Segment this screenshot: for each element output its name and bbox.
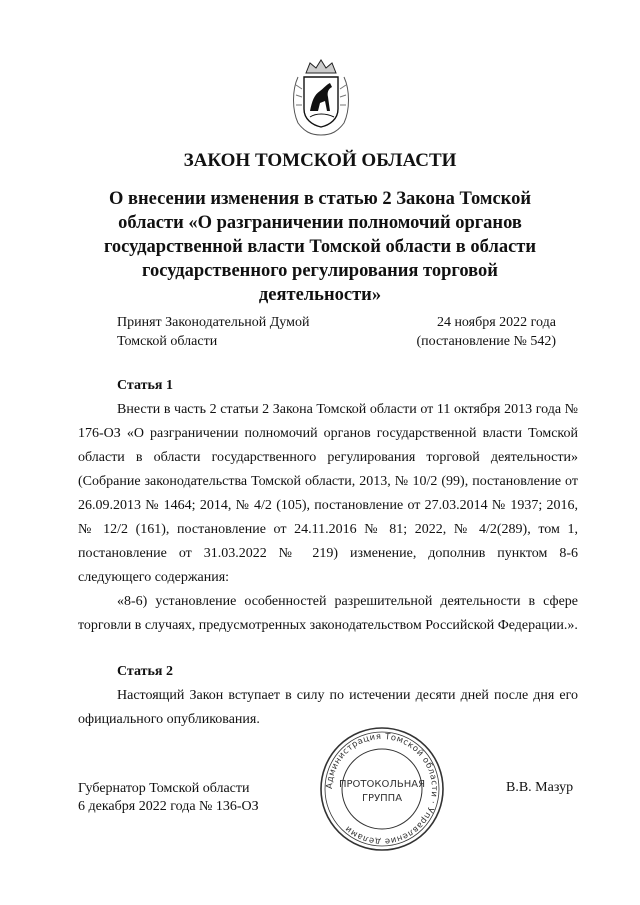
article-2-paragraph: Настоящий Закон вступает в силу по истечении десяти дней после дня его официального опубликования. [78,688,578,727]
subtitle-line: О внесении изменения в статью 2 Закона Томской [109,189,531,209]
article-1-paragraph: Внести в часть 2 статьи 2 Закона Томской области от 11 октября 2013 года № 176-ОЗ «О разграничении полномочий органов государственной власти Томской области в области государственного регулирования торговой деятельности» (Собрание законодательства Томской области, 2013, № 10/2 (99), постановление от 26.09.2013 № 1464; 2014, № 4/2 (105), постановление от 27.03.2014 № 1937; 2016, № 12/2 (161), постановление от 24.11.2016 № 81; 2022, № 4/2(289), том 1, постановление от 31.03.2022 № 219) изменение, дополнив пунктом 8-6 следующего содержания: [78,402,578,585]
law-date-number: 6 декабря 2022 года № 136-ОЗ [78,799,259,814]
document-subtitle [80,187,560,307]
adoption-date-text: 24 ноября 2022 года [436,315,556,330]
subtitle-line: государственной власти Томской области в области [103,237,537,257]
subtitle-line: деятельности» [258,285,382,305]
official-seal-icon [318,725,446,853]
signatory-name: В.В. Мазур [506,780,574,795]
adopting-body-line: Томской области [117,334,218,349]
signatory-block [78,780,259,816]
subtitle-line: государственного регулирования торговой [142,261,498,281]
resolution-number: (постановление № 542) [416,334,556,349]
adopting-body-line: Принят Законодательной Думой [117,315,310,330]
coat-of-arms-icon [290,55,352,137]
article-2-heading: Статья 2 [117,664,173,679]
svg-text:ПРОТОКОЛЬНАЯ: ПРОТОКОЛЬНАЯ [338,779,426,790]
article-1-body [78,398,578,638]
article-1-heading: Статья 1 [117,378,173,393]
adoption-date [410,313,556,351]
document-title: ЗАКОН ТОМСКОЙ ОБЛАСТИ [183,150,457,171]
article-1-paragraph: «8-6) установление особенностей разрешительной деятельности в сфере торговли в случаях, предусмотренных законодательством Российской Федерации.». [78,594,578,633]
svg-text:Администрация Томской области: Администрация Томской области · Управление делами [324,731,440,847]
adopting-body [117,313,309,351]
svg-text:ГРУППА: ГРУППА [361,793,403,804]
signatory-position: Губернатор Томской области [78,781,250,796]
subtitle-line: области «О разграничении полномочий органов [118,213,522,233]
